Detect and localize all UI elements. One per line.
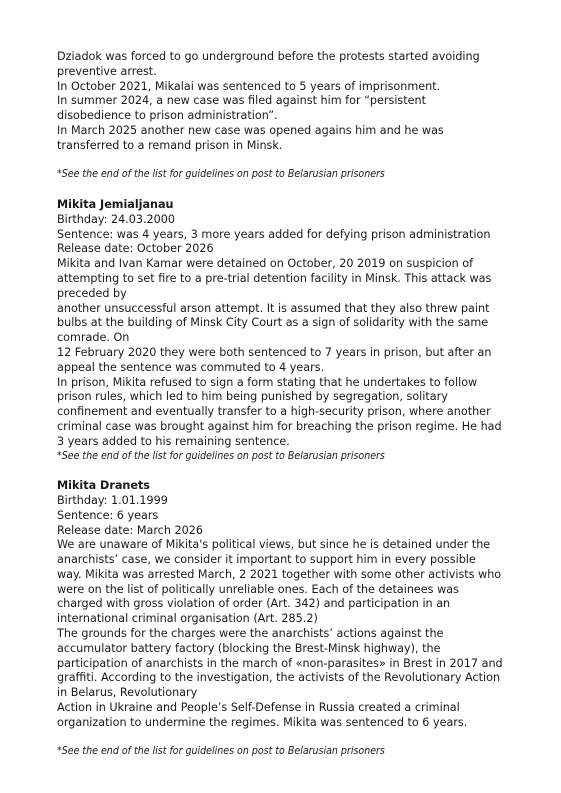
text-line: In October 2021, Mikalai was sentenced to 5 years of imprisonment.	[57, 79, 441, 93]
text-line: international criminal organisation (Art. 285.2)	[57, 612, 318, 626]
text-line: were on the list of politically unreliable ones. Each of the detainees was	[57, 582, 459, 596]
intro-section	[57, 50, 517, 183]
guidelines-note: *See the end of the list for guidelines on post to Belarusian prisoners	[57, 169, 385, 181]
text-line: another unsuccessful arson attempt. It is assumed that they also threw paint	[57, 301, 490, 315]
text-line: bulbs at the building of Minsk City Court as a sign of solidarity with the same	[57, 316, 489, 330]
text-line: Dziadok was forced to go underground before the protests started avoiding	[57, 50, 480, 63]
text-line: appeal the sentence was commuted to 4 years.	[57, 360, 325, 374]
text-line: disobedience to prison administration”.	[57, 109, 278, 123]
text-line: anarchists’ case, we consider it important to support him in every possible	[57, 553, 476, 567]
text-line: attempting to set fire to a pre-trial detention facility in Minsk. This attack was	[57, 271, 492, 285]
prisoner-entry-dranets	[57, 479, 517, 760]
prisoner-name: Mikita Dranets	[57, 479, 150, 493]
text-line: 3 years added to his remaining sentence.	[57, 434, 290, 448]
text-line: organization to undermine the regimes. Mikita was sentenced to 6 years.	[57, 715, 468, 729]
text-line: The grounds for the charges were the anarchists’ actions against the	[57, 627, 444, 641]
prisoner-name: Mikita Jemialjanau	[57, 197, 174, 211]
spacer	[57, 731, 517, 746]
text-line: In March 2025 another new case was opened agains him and he was	[57, 123, 444, 137]
text-line: Action in Ukraine and People’s Self-Defense in Russia created a criminal	[57, 701, 460, 715]
text-line: transferred to a remand prison in Minsk.	[57, 138, 283, 152]
text-line: In summer 2024, a new case was filed against him for “persistent	[57, 94, 427, 108]
text-line: preceded by	[57, 286, 127, 300]
text-line: way. Mikita was arrested March, 2 2021 together with some other activists who	[57, 567, 502, 581]
prisoner-sentence: Sentence: 6 years	[57, 508, 159, 522]
spacer	[57, 464, 517, 479]
prisoner-sentence: Sentence: was 4 years, 3 more years added for defying prison administration	[57, 227, 491, 241]
prisoner-release-date: Release date: October 2026	[57, 242, 214, 256]
text-line: in Belarus, Revolutionary	[57, 686, 198, 700]
text-line: Mikita and Ivan Kamar were detained on October, 20 2019 on suspicion of	[57, 257, 474, 271]
text-line: participation of anarchists in the march of «non-parasites» in Brest in 2017 and	[57, 656, 503, 670]
text-line: preventive arrest.	[57, 64, 157, 78]
text-line: accumulator battery factory (blocking the Brest-Minsk highway), the	[57, 641, 441, 655]
prisoner-birthday: Birthday: 24.03.2000	[57, 212, 176, 226]
guidelines-note: *See the end of the list for guidelines on post to Belarusian prisoners	[57, 746, 385, 758]
prisoner-birthday: Birthday: 1.01.1999	[57, 493, 168, 507]
text-line: charged with gross violation of order (Art. 342) and participation in an	[57, 597, 451, 611]
prisoner-entry-jemialjanau	[57, 198, 517, 464]
prisoner-release-date: Release date: March 2026	[57, 523, 203, 537]
text-line: confinement and eventually transfer to a high-security prison, where another	[57, 405, 491, 419]
guidelines-note: *See the end of the list for guidelines on post to Belarusian prisoners	[57, 450, 385, 462]
text-line: prison rules, which led to him being punished by segregation, solitary	[57, 390, 448, 404]
document-body	[57, 50, 517, 760]
text-line: comrade. On	[57, 331, 130, 345]
text-line: criminal case was brought against him for breaching the prison regime. He had	[57, 419, 502, 433]
spacer	[57, 154, 517, 169]
spacer	[57, 183, 517, 198]
text-line: We are unaware of Mikita's political views, but since he is detained under the	[57, 538, 491, 552]
text-line: graffiti. According to the investigation, the activists of the Revolutionary Action	[57, 671, 501, 685]
text-line: In prison, Mikita refused to sign a form stating that he undertakes to follow	[57, 375, 478, 389]
text-line: 12 February 2020 they were both sentenced to 7 years in prison, but after an	[57, 345, 492, 359]
